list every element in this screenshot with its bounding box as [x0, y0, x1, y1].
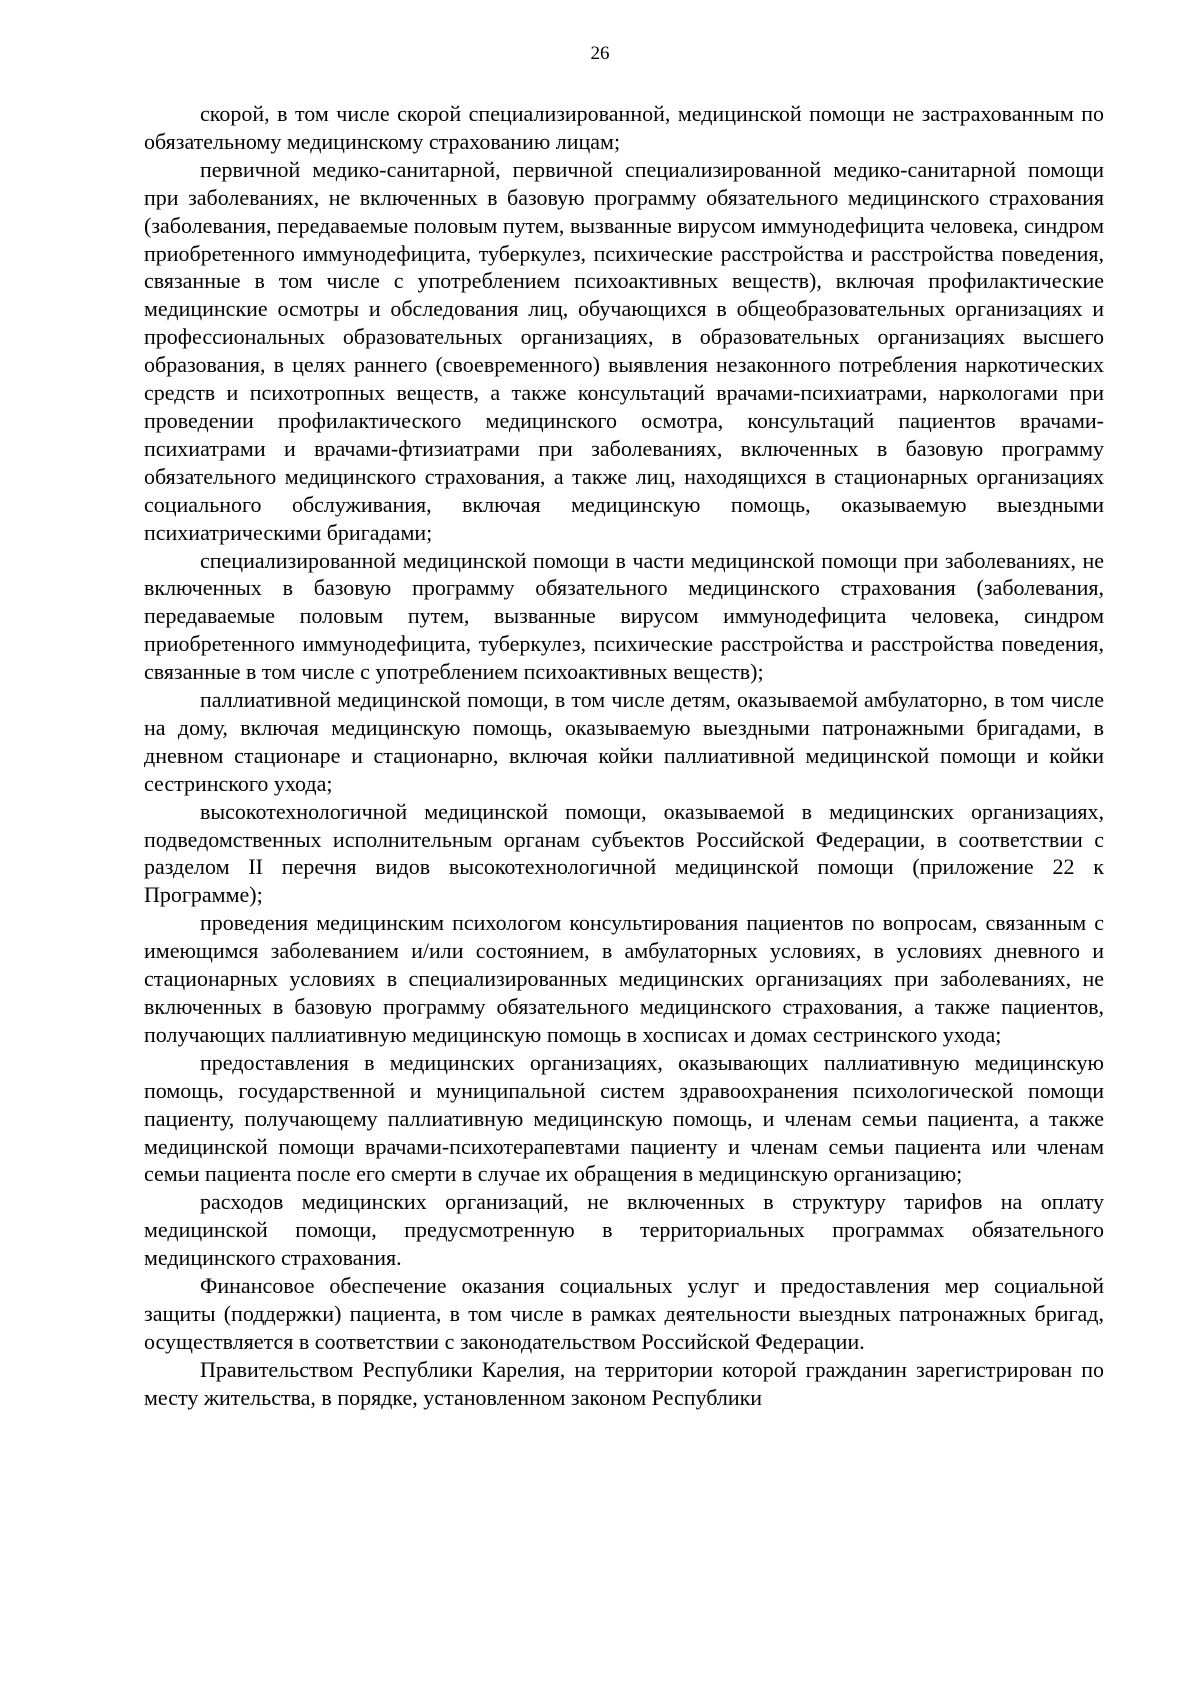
- paragraph-government-karelia: Правительством Республики Карелия, на территории которой гражданин зарегистрирован по месту жительства, в порядке, установленном законом Республики: [144, 1356, 1104, 1410]
- paragraph-primary-care: первичной медико-санитарной, первичной специализированной медико-санитарной помощи при заболеваниях, не включенных в базовую программу обязательного медицинского страхования (заболевания, передаваемые половым путем, вызванные вирусом иммунодефицита человека, синдром приобретенного иммунодефицита, туберкулез, психические расстройства и расстройства поведения, связанные в том числе с употреблением психоактивных веществ), включая профилактические медицинские осмотры и обследования лиц, обучающихся в общеобразовательных организациях и профессиональных образовательных организациях, в образовательных организациях высшего образования, в целях раннего (своевременного) выявления незаконного потребления наркотических средств и психотропных веществ, а также консультаций врачами-психиатрами, наркологами при проведении профилактического медицинского осмотра, консультаций пациентов врачами-психиатрами и врачами-фтизиатрами при заболеваниях, включенных в базовую программу обязательного медицинского страхования, а также лиц, находящихся в стационарных организациях социального обслуживания, включая медицинскую помощь, оказываемую выездными психиатрическими бригадами;: [144, 156, 1104, 545]
- paragraph-organization-expenses: расходов медицинских организаций, не включенных в структуру тарифов на оплату медицинской помощи, предусмотренную в территориальных программах обязательного медицинского страхования.: [144, 1189, 1104, 1271]
- paragraph-high-tech-care: высокотехнологичной медицинской помощи, оказываемой в медицинских организациях, подведомственных исполнительным органам субъектов Российской Федерации, в соответствии с разделом II перечня видов высокотехнологичной медицинской помощи (приложение 22 к Программе);: [144, 798, 1104, 908]
- paragraph-psychologist-consulting: проведения медицинским психологом консультирования пациентов по вопросам, связанным с имеющимся заболеванием и/или состоянием, в амбулаторных условиях, в условиях дневного и стационарных условиях в специализированных медицинских организациях при заболеваниях, не включенных в базовую программу обязательного медицинского страхования, а также пациентов, получающих паллиативную медицинскую помощь в хосписах и домах сестринского ухода;: [144, 910, 1104, 1047]
- paragraph-palliative-care: паллиативной медицинской помощи, в том числе детям, оказываемой амбулаторно, в том числе на дому, включая медицинскую помощь, оказываемую выездными патронажными бригадами, в дневном стационаре и стационарно, включая койки паллиативной медицинской помощи и койки сестринского ухода;: [144, 687, 1104, 796]
- page-number: 26: [590, 43, 610, 64]
- paragraph-psychological-help: предоставления в медицинских организациях, оказывающих паллиативную медицинскую помощь, государственной и муниципальной систем здравоохранения психологической помощи пациенту, получающему паллиативную медицинскую помощь, и членам семьи пациента, а также медицинской помощи врачами-психотерапевтами пациенту и членам семьи пациента или членам семьи пациента после его смерти в случае их обращения в медицинскую организацию;: [144, 1049, 1104, 1187]
- paragraph-social-services-funding: Финансовое обеспечение оказания социальных услуг и предоставления мер социальной защиты (поддержки) пациента, в том числе в рамках деятельности выездных патронажных бригад, осуществляется в соответствии с законодательством Российской Федерации.: [144, 1273, 1104, 1354]
- document-body: [144, 100, 1104, 1412]
- paragraph-ambulance-care: скорой, в том числе скорой специализированной, медицинской помощи не застрахованным по обязательному медицинскому страхованию лицам;: [144, 101, 1104, 154]
- paragraph-specialized-care: специализированной медицинской помощи в части медицинской помощи при заболеваниях, не включенных в базовую программу обязательного медицинского страхования (заболевания, передаваемые половым путем, вызванные вирусом иммунодефицита человека, синдром приобретенного иммунодефицита, туберкулез, психические расстройства и расстройства поведения, связанные в том числе с употреблением психоактивных веществ);: [144, 547, 1104, 685]
